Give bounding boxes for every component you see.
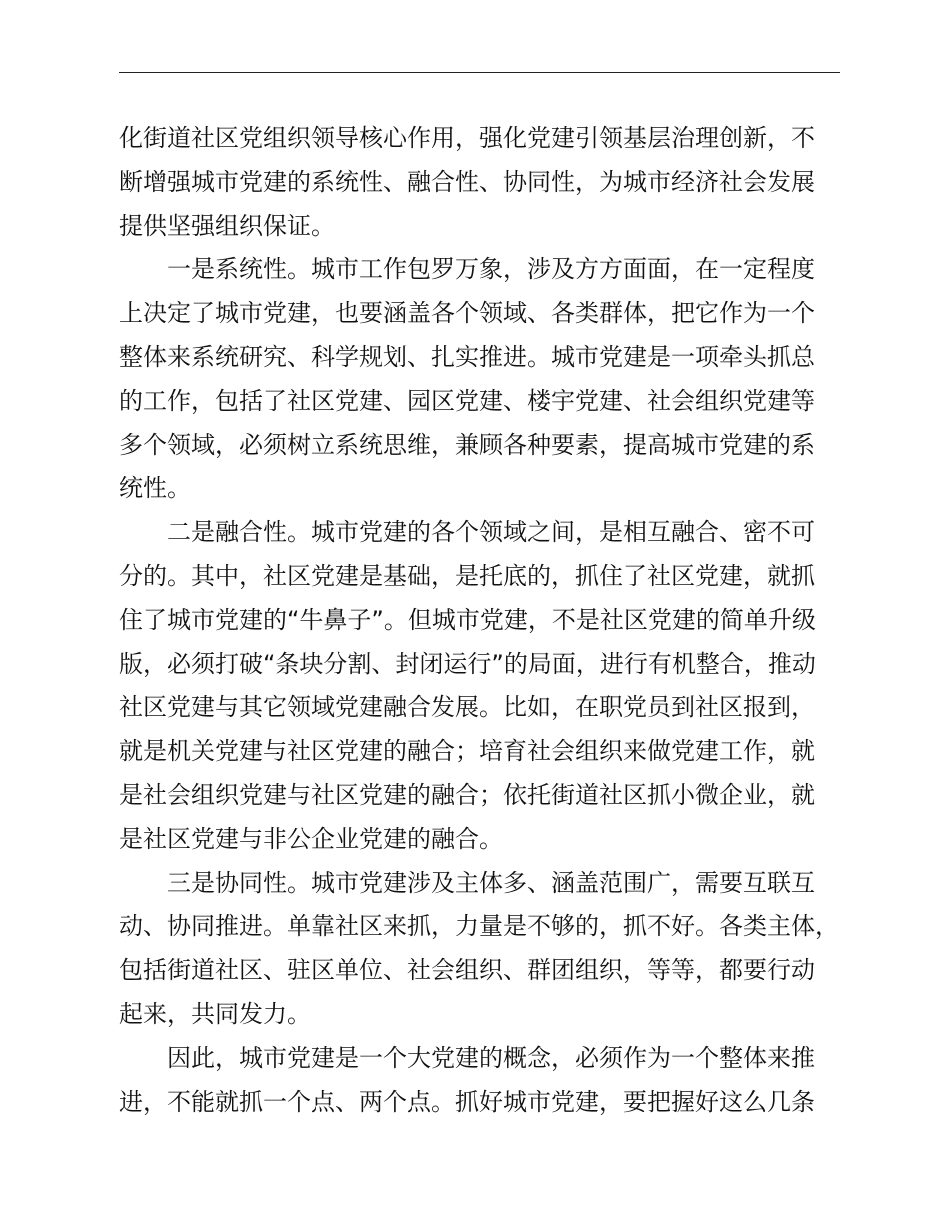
text-line: 包括街道社区、驻区单位、社会组织、群团组织，等等，都要行动 bbox=[119, 956, 815, 985]
text-line: 上决定了城市党建，也要涵盖各个领域、各类群体，把它作为一个 bbox=[119, 299, 815, 328]
body-text bbox=[119, 117, 859, 1124]
text-line: 三是协同性。城市党建涉及主体多、涵盖范围广，需要互联互 bbox=[119, 868, 815, 897]
text-line: 因此，城市党建是一个大党建的概念，必须作为一个整体来推 bbox=[119, 1043, 815, 1072]
text-line: 多个领域，必须树立系统思维，兼顾各种要素，提高城市党建的系 bbox=[119, 430, 815, 459]
text-line: 是社区党建与非公企业党建的融合。 bbox=[119, 824, 503, 853]
text-line: 分的。其中，社区党建是基础，是托底的，抓住了社区党建，就抓 bbox=[119, 561, 815, 590]
text-line: 二是融合性。城市党建的各个领域之间，是相互融合、密不可 bbox=[119, 518, 815, 547]
text-line: 是社会组织党建与社区党建的融合；依托街道社区抓小微企业，就 bbox=[119, 780, 815, 809]
text-line: 进，不能就抓一个点、两个点。抓好城市党建，要把握好这么几条 bbox=[119, 1087, 815, 1116]
header-rule bbox=[119, 72, 840, 73]
text-line: 的工作，包括了社区党建、园区党建、楼宇党建、社会组织党建等 bbox=[119, 386, 815, 415]
text-line: 就是机关党建与社区党建的融合；培育社会组织来做党建工作，就 bbox=[119, 737, 815, 766]
text-line: 版，必须打破“条块分割、封闭运行”的局面，进行有机整合，推动 bbox=[119, 649, 816, 678]
text-line: 社区党建与其它领域党建融合发展。比如，在职党员到社区报到， bbox=[119, 693, 815, 722]
text-line: 起来，共同发力。 bbox=[119, 999, 311, 1028]
text-line: 断增强城市党建的系统性、融合性、协同性，为城市经济社会发展 bbox=[119, 167, 815, 196]
text-line: 提供坚强组织保证。 bbox=[119, 211, 335, 240]
text-line: 化街道社区党组织领导核心作用，强化党建引领基层治理创新，不 bbox=[119, 124, 815, 152]
text-line: 住了城市党建的“牛鼻子”。但城市党建，不是社区党建的简单升级 bbox=[119, 605, 816, 634]
text-line: 统性。 bbox=[119, 474, 191, 503]
text-line: 一是系统性。城市工作包罗万象，涉及方方面面，在一定程度 bbox=[119, 255, 815, 284]
text-line: 动、协同推进。单靠社区来抓，力量是不够的，抓不好。各类主体， bbox=[119, 912, 839, 941]
text-line: 整体来系统研究、科学规划、扎实推进。城市党建是一项牵头抓总 bbox=[119, 342, 815, 371]
